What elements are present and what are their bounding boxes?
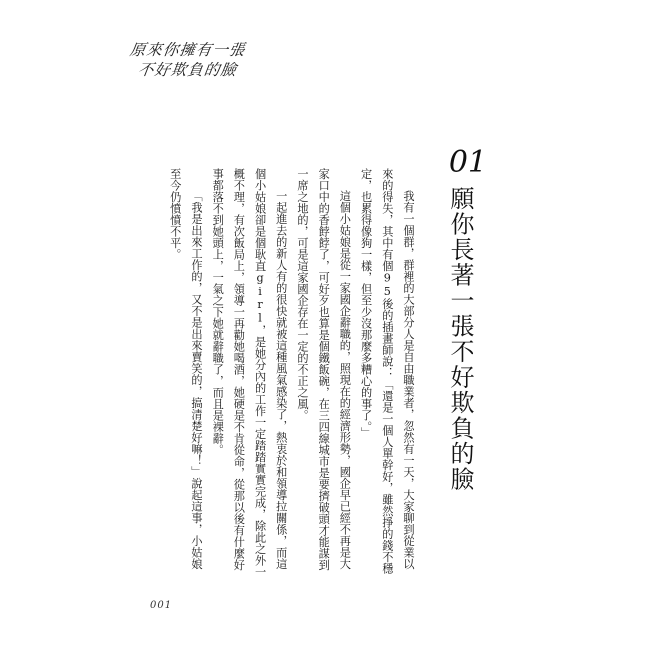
logo-line-1: 原來你擁有一張 bbox=[128, 41, 247, 59]
chapter-number: 01 bbox=[448, 145, 487, 180]
logo-line-2: 不好欺負的臉 bbox=[136, 61, 239, 79]
chapter-title: 願你長著一張不好欺負的臉 bbox=[446, 186, 474, 492]
paragraph-4: 「我是出來工作的，又不是出來賣笑的，搞清楚好嘛！」說起這事，小姑娘至今仍憤憤不平。 bbox=[168, 168, 203, 570]
paragraph-1: 我有一個群，群裡的大部分人是自由職業者，忽然有一天，大家聊到從業以來的得失，其中有個95後的插畫師說：「還是一個人單幹好，雖然掙的錢不穩定，也累得像狗一樣，但至少沒那麼多糟心的事了。」 bbox=[359, 168, 415, 575]
book-title-logo bbox=[130, 40, 280, 88]
body-text bbox=[165, 168, 419, 578]
paragraph-3: 一起進去的新人有的很快就被這種風氣感染了，熱衷於和領導拉關係，而這個小姑娘卻是個耿直girl，是她分內的工作一定踏踏實實完成，除此之外一概不理，有次飯局上，領導一再勸她喝酒，她硬是不肯從命，從那以後有什麼好事都落不到她頭上，一氣之下她就辭職了，而且是裸辭。 bbox=[211, 168, 288, 578]
paragraph-2: 這個小姑娘是從一家國企辭職的，照現在的經濟形勢，國企早已經不再是大家口中的香餑餑了，可好歹也算是個鐵飯碗，在三四線城市是要擠破頭才能謀到一席之地的，可是這家國企存在一定的不正之風。 bbox=[295, 168, 352, 571]
chapter-heading bbox=[427, 146, 487, 566]
page-number: 001 bbox=[150, 600, 173, 611]
